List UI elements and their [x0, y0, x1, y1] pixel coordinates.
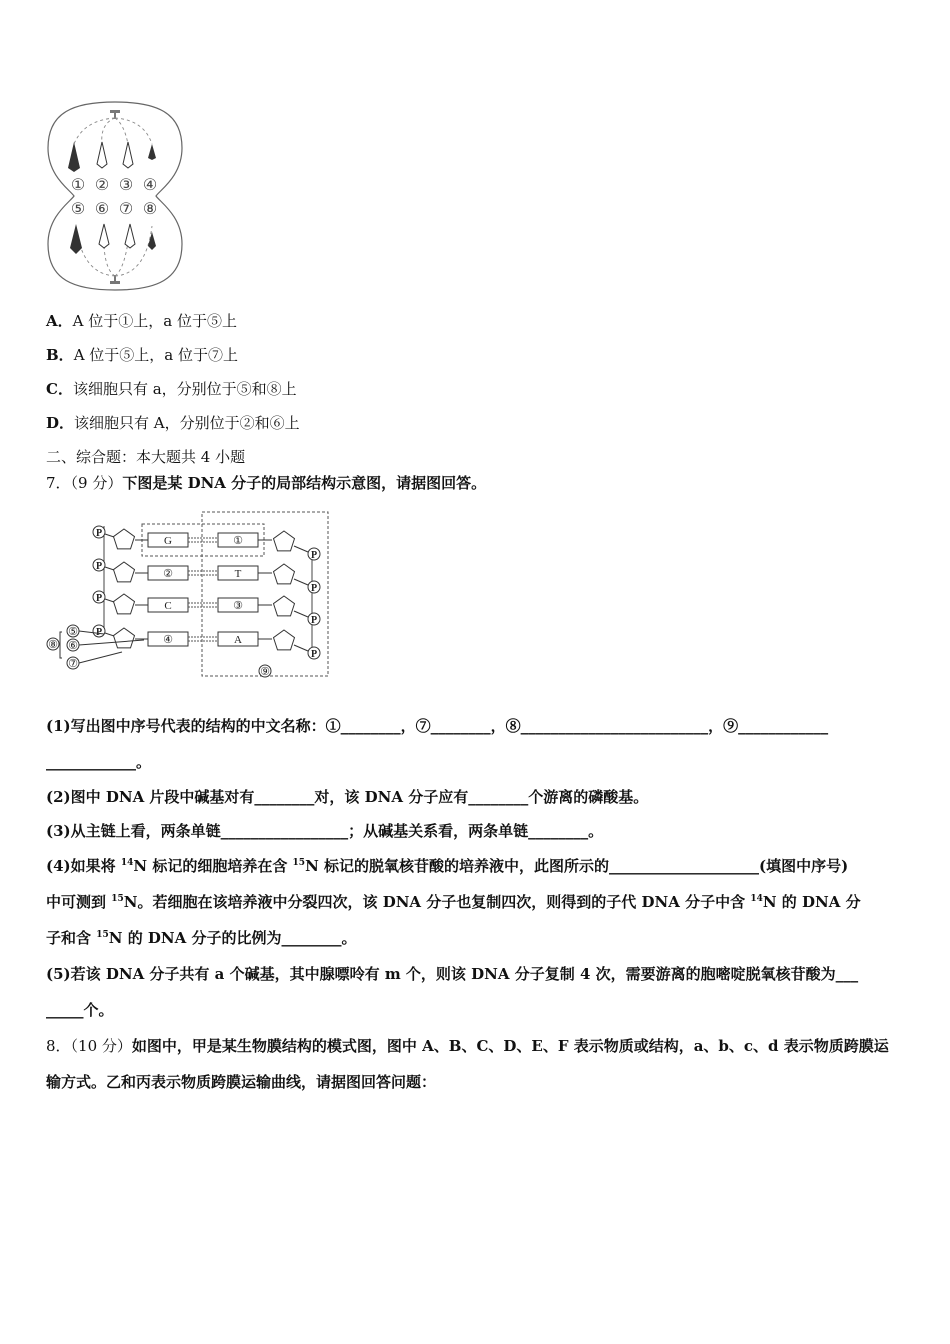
base-label-right: T — [234, 568, 242, 580]
side-label: ⑧ — [48, 639, 58, 651]
base-label-right: ③ — [233, 600, 243, 612]
option-text: A 位于①上，a 位于⑤上 — [72, 312, 237, 330]
bond-line — [294, 579, 308, 585]
text: 中可测到 — [46, 893, 112, 911]
text: (4)如果将 — [46, 857, 121, 875]
bond-line — [105, 633, 114, 636]
circled-label: ⑥ — [94, 201, 110, 218]
base-label-right: A — [234, 634, 242, 646]
q7-number: 7． — [46, 474, 71, 492]
side-label: ⑤ — [68, 626, 78, 638]
option-text: 该细胞只有 a，分别位于⑤和⑧上 — [72, 380, 297, 398]
superscript: 15 — [292, 858, 306, 868]
q7-part5-line1: (5)若该 DNA 分子共有 a 个碱基，其中腺嘌呤有 m 个，则该 DNA 分子复制 4 次，需要游离的胞嘧啶脱氧核苷酸为___ — [46, 965, 859, 983]
option-text: A 位于⑤上，a 位于⑦上 — [73, 346, 238, 364]
side-label: ⑥ — [68, 640, 78, 652]
circled-label: ⑧ — [142, 201, 158, 218]
deoxyribose-right — [274, 630, 295, 650]
q8-text: 如图中，甲是某生物膜结构的模式图，图中 A、B、C、D、E、F 表示物质或结构，a、b、c、d 表示物质跨膜运 — [131, 1037, 889, 1055]
text: N。若细胞在该培养液中分裂四次，该 DNA 分子也复制四次，则得到的子代 DNA 分子中含 — [123, 893, 751, 911]
q7-part1-line2: ____________。 — [46, 753, 152, 771]
text: N 的 DNA 分 — [762, 893, 861, 911]
q8-score: （10 分） — [70, 1037, 132, 1055]
text: N 标记的细胞培养在含 — [133, 857, 293, 875]
q7-part4-line2 — [46, 892, 861, 912]
q7-part3: (3)从主链上看，两条单链_________________；从碱基关系看，两条单链________。 — [46, 822, 604, 840]
deoxyribose-right — [274, 596, 295, 616]
q7-score: （9 分） — [70, 474, 123, 492]
section-heading: 二、综合题：本大题共 4 小题 — [46, 448, 246, 466]
circled-label: ① — [70, 177, 86, 194]
q7-stem-text: 下图是某 DNA 分子的局部结构示意图，请据图回答。 — [122, 474, 487, 492]
option-d — [46, 413, 300, 433]
q7-part5-line2: _____个。 — [46, 1001, 114, 1019]
bond-line — [294, 611, 308, 617]
q8-line2: 输方式。乙和丙表示物质跨膜运输曲线，请据图回答问题： — [46, 1073, 437, 1091]
base-label-left: C — [164, 600, 172, 612]
q7-part2: (2)图中 DNA 片段中碱基对有________对，该 DNA 分子应有________个游离的磷酸基。 — [46, 788, 649, 806]
bottom-label: ⑨ — [260, 666, 270, 678]
deoxyribose-left — [114, 594, 135, 614]
phosphate-label: P — [310, 583, 318, 594]
deoxyribose-left — [114, 529, 135, 549]
option-letter: A． — [46, 312, 73, 330]
phosphate-label: P — [95, 561, 103, 572]
phosphate-label: P — [95, 528, 103, 539]
phosphate-label: P — [95, 627, 103, 638]
dna-structure-figure — [44, 506, 334, 682]
q7-part4-line1 — [46, 856, 848, 876]
phosphate-label: P — [95, 593, 103, 604]
option-b — [46, 345, 238, 365]
q8-number: 8． — [46, 1037, 71, 1055]
side-label: ⑦ — [68, 658, 78, 670]
circled-label: ② — [94, 177, 110, 194]
base-label-left: ④ — [163, 634, 173, 646]
text: N 的 DNA 分子的比例为________。 — [108, 929, 357, 947]
base-label-right: ① — [233, 535, 243, 547]
option-letter: B． — [46, 346, 74, 364]
option-letter: C． — [46, 380, 73, 398]
circled-label: ③ — [118, 177, 134, 194]
bond-line — [294, 546, 308, 552]
bond-line — [105, 567, 114, 570]
deoxyribose-left — [114, 562, 135, 582]
phosphate-label: P — [310, 550, 318, 561]
superscript: 14 — [120, 858, 134, 868]
option-a — [46, 311, 237, 331]
bond-line — [105, 599, 114, 602]
deoxyribose-right — [274, 564, 295, 584]
superscript: 15 — [111, 894, 124, 904]
text: N 标记的脱氧核苷酸的培养液中，此图所示的____________________(填图中序号) — [305, 857, 849, 875]
phosphate-label: P — [310, 649, 318, 660]
bond-line — [294, 645, 308, 651]
bond-line — [105, 534, 114, 537]
deoxyribose-right — [274, 531, 295, 551]
circled-label: ⑤ — [70, 201, 86, 218]
q7-stem — [46, 473, 486, 493]
superscript: 15 — [96, 930, 109, 940]
base-label-left: ② — [163, 568, 173, 580]
base-label-left: G — [164, 535, 172, 547]
option-letter: D． — [46, 414, 75, 432]
circled-label: ⑦ — [118, 201, 134, 218]
text: 子和含 — [46, 929, 97, 947]
q7-part4-line3 — [46, 928, 357, 948]
phosphate-label: P — [310, 615, 318, 626]
superscript: 14 — [750, 894, 763, 904]
circled-label: ④ — [142, 177, 158, 194]
q8-line1 — [46, 1036, 889, 1056]
cell-division-figure — [44, 98, 186, 294]
q7-part1-line1: (1)写出图中序号代表的结构的中文名称：①________，⑦________，⑧_________________________，⑨____________ — [46, 717, 829, 735]
option-text: 该细胞只有 A，分别位于②和⑥上 — [74, 414, 300, 432]
option-c — [46, 379, 297, 399]
deoxyribose-left — [114, 628, 135, 648]
